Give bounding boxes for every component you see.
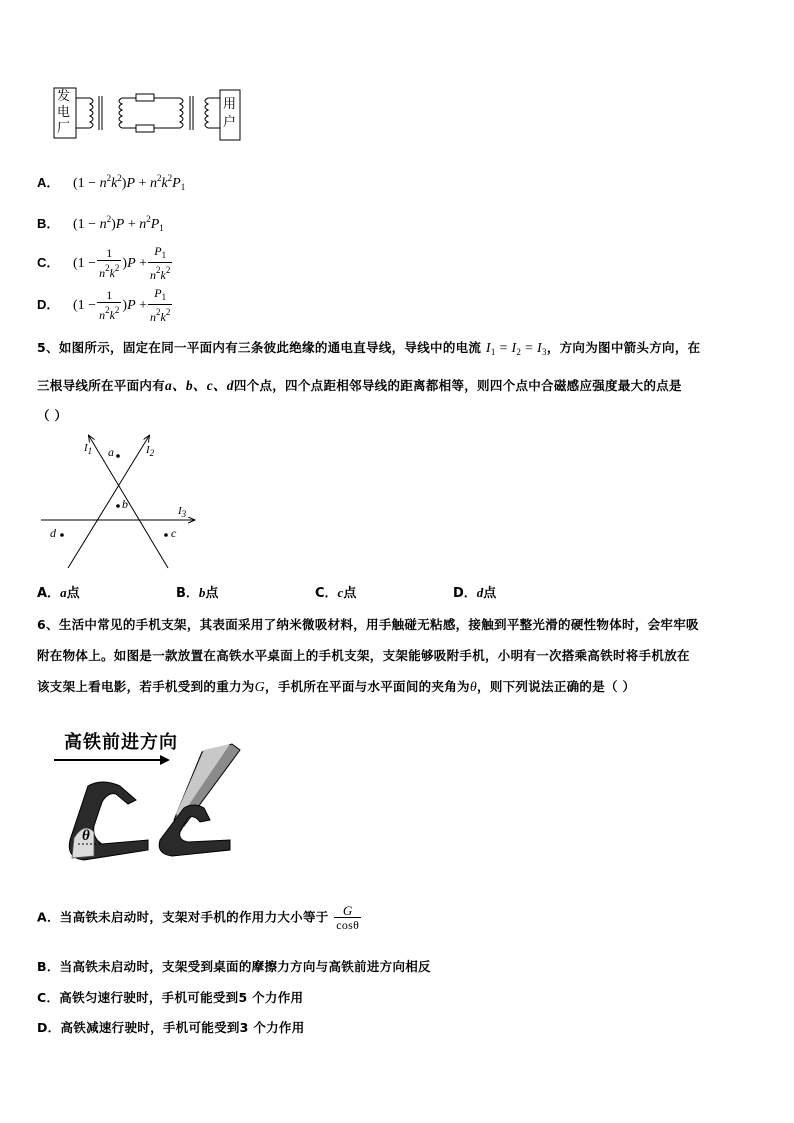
point-c-dot	[164, 533, 168, 537]
q4-option-b-formula: $(1 - n^2)P + n^2P_1$	[73, 214, 164, 233]
transmission-diagram-svg	[50, 82, 250, 146]
q5-option-a[interactable]: A．a点	[37, 585, 80, 601]
q4-option-b-label: B．	[37, 216, 60, 231]
q5-option-b[interactable]: B．b点	[176, 585, 219, 601]
q4-option-d-formula: (1 − $\frac{1}{n^2k^2}$ )P + $\frac{P_1}{n^2k^2}$	[73, 286, 171, 324]
label-d: d	[50, 526, 56, 540]
q5-number: 5、	[37, 340, 59, 355]
q5-line2-text-a: 三根导线所在平面内有	[37, 378, 166, 393]
theta-angle-label: θ	[82, 828, 90, 844]
q4-option-a-formula: $(1 - n^2k^2)P + n^2k^2P_1$	[73, 173, 186, 192]
q5-stem-line-1	[37, 338, 767, 357]
q6-stem-line-3: 该支架上看电影，若手机受到的重力为G，手机所在平面与水平面间的夹角为θ，则下列说法正确的是（ ）	[37, 679, 636, 695]
train-direction-caption: 高铁前进方向	[64, 732, 178, 753]
user-label: 用户	[223, 97, 237, 130]
q5-wires-svg	[38, 432, 204, 572]
point-a-dot	[116, 454, 120, 458]
q6-number: 6、	[37, 617, 59, 632]
q4-option-a[interactable]	[37, 172, 185, 192]
q5-points: a、b、c、d	[165, 378, 234, 393]
phone-holder-image	[44, 722, 244, 868]
q4-option-c[interactable]	[37, 245, 173, 282]
label-b: b	[122, 497, 128, 511]
q5-blank: （ ）	[37, 408, 68, 423]
q6-stem-line-1: 6、生活中常见的手机支架，其表面采用了纳米微吸材料，用手触碰无粘感，接触到平整光滑的硬性物体时，会牢牢吸	[37, 617, 699, 632]
q5-option-d[interactable]: D．d点	[453, 585, 497, 601]
q4-option-b[interactable]	[37, 213, 164, 233]
q4-option-d-label: D．	[37, 296, 60, 312]
q6-option-c[interactable]: C．高铁匀速行驶时，手机可能受到5 个力作用	[37, 990, 304, 1005]
q5-stem-line-2	[37, 374, 777, 394]
q5-line1-tail: ，方向为图中箭头方向，在	[546, 340, 701, 355]
label-i3: $I_3$	[178, 505, 187, 519]
point-b-dot	[116, 504, 120, 508]
q4-option-c-label: C．	[37, 254, 60, 270]
q4-option-c-formula: (1 − $\frac{1}{n^2k^2}$ )P + $\frac{P_1}{n^2k^2}$	[73, 244, 171, 282]
label-c: c	[171, 526, 177, 540]
q4-option-d[interactable]	[37, 287, 173, 324]
q6-stem-line-2: 附在物体上。如图是一款放置在高铁水平桌面上的手机支架，支架能够吸附手机，小明有一次搭乘高铁时将手机放在	[37, 648, 690, 663]
q5-current-equation: $I_1 = I_2 = I_3$	[485, 341, 547, 357]
q5-line1-text: 如图所示，固定在同一平面内有三条彼此绝缘的通电直导线，导线中的电流	[58, 340, 482, 355]
power-plant-label: 发电厂	[57, 89, 71, 136]
q5-wires-diagram	[38, 432, 204, 572]
q4-option-a-label: A．	[37, 175, 60, 190]
q6-option-b[interactable]: B．当高铁未启动时，支架受到桌面的摩擦力方向与高铁前进方向相反	[37, 959, 431, 974]
q6-option-a[interactable]: A．当高铁未启动时，支架对手机的作用力大小等于 $\frac{G}{\cos\theta}$	[37, 903, 360, 932]
q5-option-c[interactable]: C．c点	[315, 585, 357, 601]
label-i2: $I_2$	[146, 444, 155, 458]
q6-option-d[interactable]: D．高铁减速行驶时，手机可能受到3 个力作用	[37, 1020, 305, 1035]
point-d-dot	[60, 533, 64, 537]
wire-i1	[89, 436, 168, 568]
label-a: a	[108, 445, 114, 459]
g-over-cos-theta: $\frac{G}{\cos\theta}$	[336, 903, 360, 932]
label-i1: $I_1$	[84, 442, 93, 456]
q5-line2-text-b: 四个点，四个点距相邻导线的距离都相等，则四个点中合磁感应强度最大的点是	[233, 378, 682, 393]
transmission-diagram	[50, 82, 250, 146]
